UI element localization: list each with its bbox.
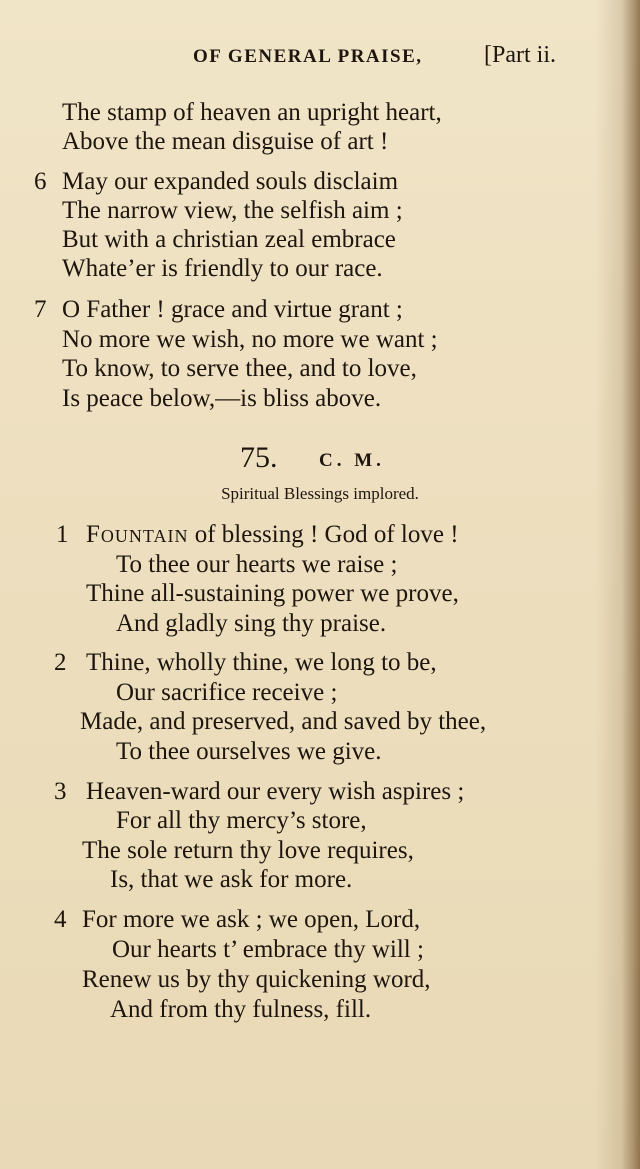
first-line-rest: of blessing ! God of love ! [188,521,459,548]
verse-line: Is, that we ask for more. [110,866,353,893]
verse-line: Our sacrifice receive ; [116,679,338,706]
page-edge-shadow [622,0,640,1169]
verse-line: And gladly sing thy praise. [116,610,387,637]
verse-line: Renew us by thy quickening word, [82,966,431,993]
verse-line: Whate’er is friendly to our race. [62,255,383,282]
verse-line: The narrow view, the selfish aim ; [62,197,403,224]
continuation-line: Above the mean disguise of art ! [62,128,389,155]
verse-number: 2 [54,649,67,676]
verse-line [86,520,459,550]
verse-line: To thee ourselves we give. [116,738,382,765]
verse-line: But with a christian zeal embrace [62,226,396,253]
hymn-subtitle: Spiritual Blessings implored. [221,484,419,503]
verse-line: Thine all-sustaining power we prove, [86,580,459,607]
continuation-line: The stamp of heaven an upright heart, [62,99,442,126]
verse-line: O Father ! grace and virtue grant ; [62,296,403,323]
running-header [0,42,640,78]
verse-line: And from thy fulness, fill. [110,996,372,1023]
verse-number: 4 [54,906,67,933]
verse-line: May our expanded souls disclaim [62,168,399,195]
verse-line: No more we wish, no more we want ; [62,326,438,353]
running-title: OF GENERAL PRAISE, [193,46,423,67]
verse-line: Made, and preserved, and saved by thee, [80,708,487,735]
verse-line: For more we ask ; we open, Lord, [82,906,421,933]
verse-number: 6 [34,168,47,195]
verse-line: To know, to serve thee, and to love, [62,355,417,382]
part-label: [Part ii. [484,42,556,68]
hymn-meter: C. M. [319,450,385,471]
verse-line: Heaven-ward our every wish aspires ; [86,778,465,805]
hymn-number: 75. [240,441,278,474]
verse-number: 1 [56,521,69,548]
first-word: Fountain [86,521,189,548]
verse-line: The sole return thy love requires, [82,837,414,864]
verse-number: 7 [34,296,47,323]
verse-line: Our hearts t’ embrace thy will ; [112,936,424,963]
verse-line: Thine, wholly thine, we long to be, [86,649,437,676]
verse-line: For all thy mercy’s store, [116,807,367,834]
verse-line: To thee our hearts we raise ; [116,551,398,578]
verse-number: 3 [54,778,67,805]
verse-line: Is peace below,—is bliss above. [62,385,382,412]
